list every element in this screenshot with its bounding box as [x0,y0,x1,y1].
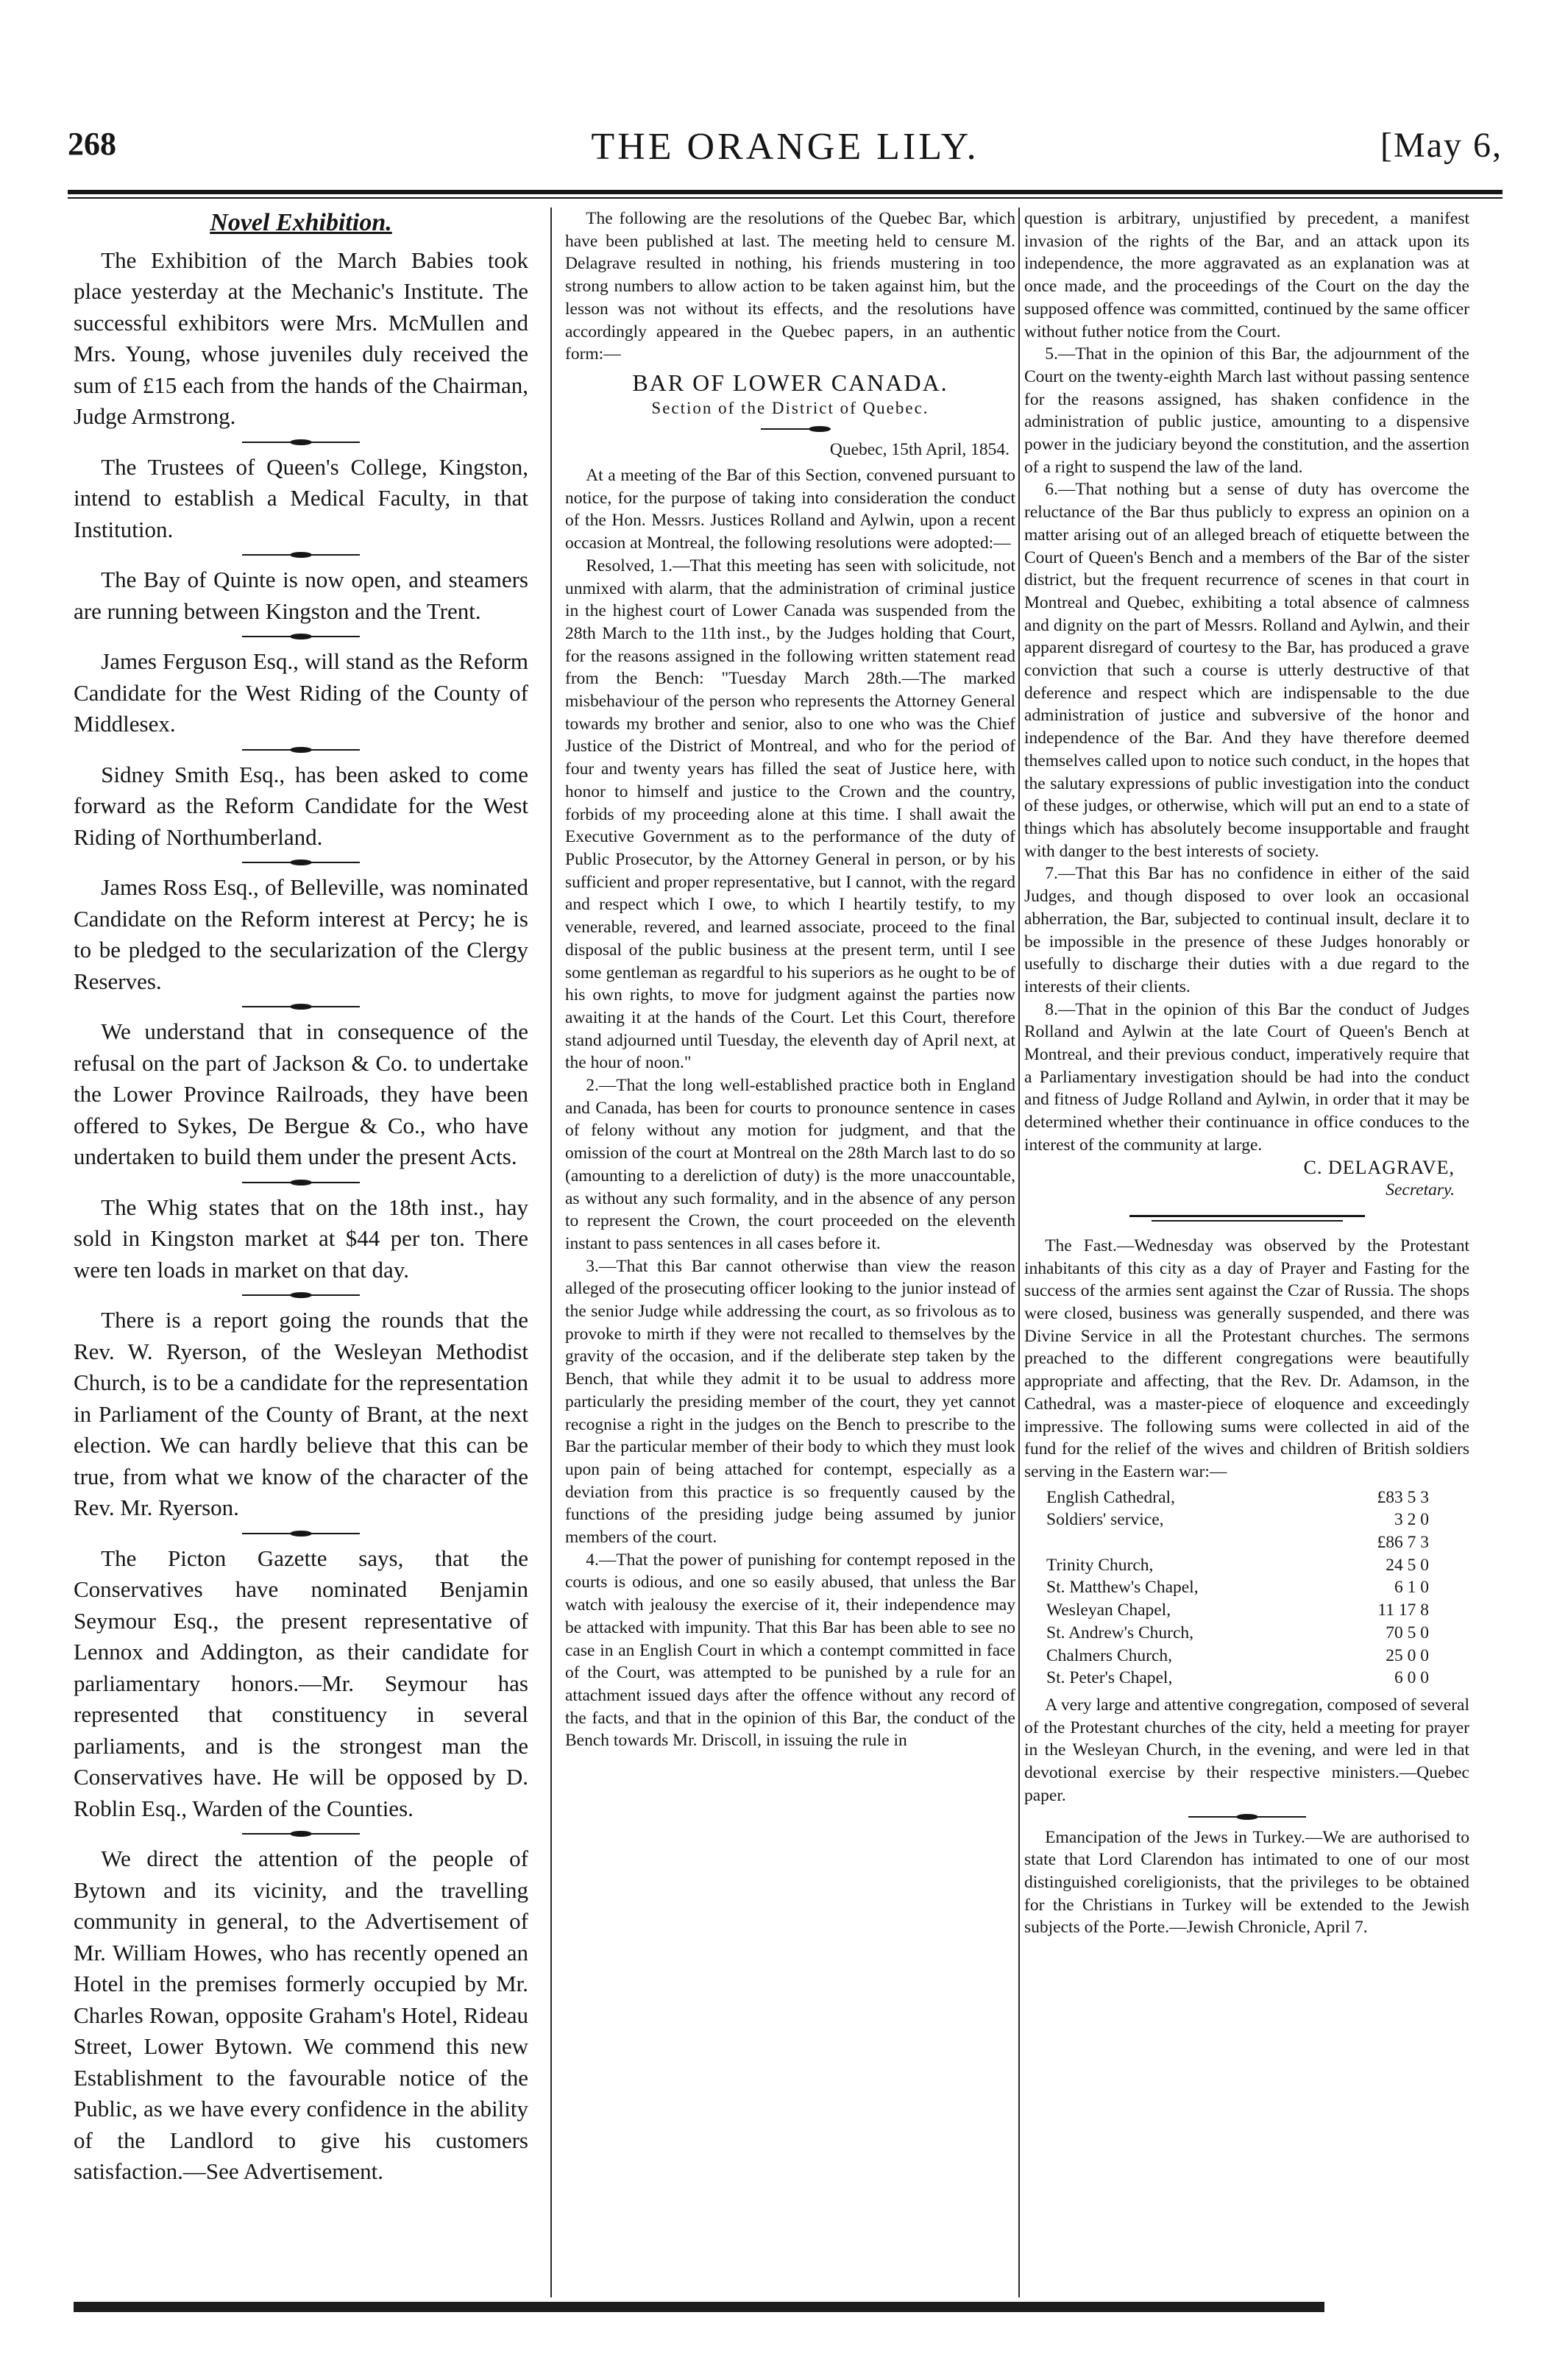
resolution-paragraph: question is arbitrary, unjustified by precedent, a manifest invasion of the rights of the Bar, and an attack upon its independence, the more aggravated as an explanation was at once made, and the proceedings of the Court on the day the supposed offence was committed, continued by the same officer without futher notice from the Court. [1024,209,1469,341]
article-paragraph: Emancipation of the Jews in Turkey.—We are authorised to state that Lord Clarendon has intimated to one of our most distinguished coreligionists, that the privileges to be obtained for the Christians in Turkey will be extended to the Jewish subjects of the Porte.—Jewish Chronicle, April 7. [1024,1827,1469,1938]
resolution-paragraph: 8.—That in the opinion of this Bar the conduct of Judges Rolland and Aylwin at the late Court of Queen's Bench at Montreal, and their previous conduct, imperatively require that a Parliamentary investigation should be had into the conduct and fitness of Judge Rolland and Aylwin, in order that it may be determined whether their continuance in office conduces to the interest of the community at large. [1024,999,1469,1155]
article-heading: Novel Exhibition. [210,209,392,236]
column-1 [74,208,528,2290]
article-paragraph: We direct the attention of the people of Bytown and its vicinity, and the travelling community in general, to the Advertisement of Mr. William Howes, who has recently opened an Hotel in the premises formerly occupied by Mr. Charles Rowan, opposite Graham's Hotel, Rideau Street, Lower Bytown. We commend this new Establishment to the favourable notice of the Public, as we have every confidence in the ability of the Landlord to give his customers satisfaction.—See Advertisement. [74,1846,528,2184]
signature-title: Secretary. [1386,1180,1455,1200]
separator [1188,1816,1306,1818]
separator [242,1833,360,1835]
separator [242,1533,360,1534]
resolution-paragraph: 7.—That this Bar has no confidence in either of the said Judges, and though disposed to over look an occasional abherration, the Bar, subjected to continual insult, declare it to be impossible in the presence of these Judges honorably or usefully to discharge their duties with a due regard to the interests of their clients. [1024,864,1469,996]
separator [242,1294,360,1296]
column-divider [550,208,552,2297]
article-paragraph: James Ferguson Esq., will stand as the Reform Candidate for the West Riding of the County of Middlesex. [74,648,528,737]
dateline: Quebec, 15th April, 1854. [829,440,1010,460]
separator [242,749,360,751]
resolution-paragraph: 3.—That this Bar cannot otherwise than view the reason alleged of the prosecuting officer looking to the junior instead of the senior Judge while addressing the court, as so frivolous as to provoke to mirth if they were not recalled to themselves by the gravity of the occasion, and if the deliberate step taken by the Bench, that while they admit it to be usual to address more particularly the presiding member of the court, they yet cannot recognise a right in the judges on the Bench to prescribe to the Bar the particular member of their body to which they must look upon pain of being attached for contempt, especially as a deviation from this practice is so frequently caused by the functions of the presiding judge being assumed by junior members of the court. [565,1256,1015,1548]
table-row: Trinity Church, 24 5 0 [1046,1555,1429,1575]
column-divider [1018,208,1020,2297]
header-rule-thin [68,197,1503,199]
article-paragraph: James Ross Esq., of Belleville, was nominated Candidate on the Reform interest at Percy; he is to be pledged to the secularization of the Clergy Reserves. [74,874,528,994]
article-paragraph: A very large and attentive congregation, composed of several of the Protestant churches of the city, held a meeting for prayer in the Wesleyan Church, in the evening, and were led in that devotional exercise by their respective ministers.—Quebec paper. [1024,1695,1469,1805]
article-paragraph: The Picton Gazette says, that the Conservatives have nominated Benjamin Seymour Esq., the present representative of Lennox and Addington, as their candidate for parliamentary honors.—Mr. Seymour has represented that constituency in several parliaments, and is the strongest man the Conservatives have. He will be opposed by D. Roblin Esq., Warden of the Counties. [74,1545,528,1821]
signature-name: C. DELAGRAVE, [1303,1156,1455,1178]
resolution-paragraph: 5.—That in the opinion of this Bar, the adjournment of the Court on the twenty-eighth March last without passing sentence for the reasons assigned, has shaken confidence in the administration of public justice, amounting to a dispensive power in the judiciary beyond the constitution, and the assertion of a right to suspend the law of the land. [1024,344,1469,477]
footer-rule [74,2302,1324,2312]
article-paragraph: The Trustees of Queen's College, Kingston, intend to establish a Medical Faculty, in that Institution. [74,453,528,542]
separator [242,554,360,556]
newspaper-title: THE ORANGE LILY. [591,126,979,168]
issue-date: [May 6, [1380,126,1503,165]
page-header [68,125,1503,184]
table-row: St. Andrew's Church, 70 5 0 [1046,1623,1429,1642]
table-row: English Cathedral, £83 5 3 [1046,1487,1429,1507]
article-paragraph: The Bay of Quinte is now open, and steamers are running between Kingston and the Trent. [74,567,528,624]
article-paragraph: The following are the resolutions of the Quebec Bar, which have been published at last. The meeting held to censure M. Delagrave resulted in nothing, his friends mustering in too strong numbers to allow action to be taken against him, but the lesson was not without its effects, and the resolutions have accordingly appeared in the Quebec papers, in an authentic form:— [565,209,1015,364]
separator [1152,1220,1343,1222]
separator [761,428,820,430]
article-paragraph: There is a report going the rounds that the Rev. W. Ryerson, of the Wesleyan Methodist Church, is to be a candidate for the representation in Parliament of the County of Brant, at the next election. We can hardly believe that this can be true, from what we know of the character of the Rev. Mr. Ryerson. [74,1307,528,1520]
bracket-total: £86 7 3 [1377,1533,1429,1553]
column-3 [1024,208,1469,2312]
page-number: 268 [68,126,116,162]
separator [1129,1215,1365,1217]
section-heading: Section of the District of Quebec. [651,398,929,417]
separator [242,1006,360,1007]
separator [242,636,360,637]
article-paragraph: At a meeting of the Bar of this Section, convened pursuant to notice, for the purpose of taking into consideration the conduct of the Hon. Messrs. Justices Rolland and Aylwin, upon a recent occasion at Montreal, the following resolutions were adopted:— [565,466,1015,553]
table-row: St. Peter's Chapel, 6 0 0 [1046,1668,1429,1688]
article-paragraph: We understand that in consequence of the refusal on the part of Jackson & Co. to undertake the Lower Province Railroads, they have been offered to Sykes, De Bergue & Co., who have undertaken to build them under the present Acts. [74,1018,528,1169]
resolution-paragraph: 4.—That the power of punishing for contempt reposed in the courts is odious, and one so easily abused, that unless the Bar watch with jealousy the exercise of it, their independence may be attacked with impunity. That this Bar has been able to see no case in an English Court in which a contempt committed in face of the Court, was attempted to be punished by a rule for an attachment issued days after the offence without any record of the facts, and that in the opinion of this Bar, the conduct of the Bench towards Mr. Driscoll, in issuing the rule in [565,1550,1015,1751]
column-2 [565,208,1015,2312]
separator [242,442,360,443]
article-paragraph: The Fast.—Wednesday was observed by the Protestant inhabitants of this city as a day of Prayer and Fasting for the success of the armies sent against the Czar of Russia. The shops were closed, business was generally suspended, and there was Divine Service in all the Protestant churches. The sermons preached to the different congregations were beautifully appropriate and affecting, that the Rev. Dr. Adamson, in the Cathedral, was a master-piece of eloquence and exceedingly impressive. The following sums were collected in aid of the fund for the relief of the wives and children of British soldiers serving in the Eastern war:— [1024,1236,1469,1481]
resolution-paragraph: 6.—That nothing but a sense of duty has overcome the reluctance of the Bar thus publicly to express an opinion on a matter arising out of an alleged breach of etiquette between the Court of Queen's Bench and a members of the Bar of the sister district, but the frequent recurrence of scenes in that court in Montreal and Quebec, exhibiting a total absence of calmness and dignity on the part of Messrs. Rolland and Aylwin, and their apparent disregard of courtesy to the Bar, has produced a grave conviction that such a course is utterly destructive of that deference and respect which are indispensable to the due administration of justice and subversive of the honor and independence of the Bar. And they have therefore deemed themselves called upon to notice such conduct, in the hopes that the salutary expressions of public investigation into the conduct of these judges, or otherwise, which will put an end to a state of things which has absolutely become insupportable and fraught with danger to the best interests of society. [1024,480,1469,861]
table-row: Soldiers' service, 3 2 0 [1046,1510,1429,1530]
resolution-paragraph: 2.—That the long well-established practice both in England and Canada, has been for courts to pronounce sentence in cases of felony without any motion for judgment, and that the omission of the court at Montreal on the 28th March last to do so (amounting to a dereliction of duty) is the more unaccountable, as without any such formality, and in the absence of any person to represent the Crown, the court proceeded on the eleventh instant to pass sentences in all cases before it. [565,1076,1015,1253]
separator [242,1182,360,1183]
table-row: St. Matthew's Chapel, 6 1 0 [1046,1578,1429,1598]
article-paragraph: The Exhibition of the March Babies took place yesterday at the Mechanic's Institute. The successful exhibitors were Mrs. McMullen and Mrs. Young, whose juveniles duly received the sum of £15 each from the hands of the Chairman, Judge Armstrong. [74,247,528,429]
separator [242,862,360,863]
header-rule [68,190,1503,194]
table-row [1046,1531,1429,1554]
article-paragraph: The Whig states that on the 18th inst., hay sold in Kingston market at $44 per ton. There were ten loads in market on that day. [74,1194,528,1283]
article-heading: BAR OF LOWER CANADA. [632,369,948,396]
collections-table [1046,1486,1429,1690]
article-paragraph: Sidney Smith Esq., has been asked to come forward as the Reform Candidate for the West Riding of Northumberland. [74,761,528,850]
table-row: Chalmers Church, 25 0 0 [1046,1645,1429,1665]
table-row: Wesleyan Chapel, 11 17 8 [1046,1601,1429,1620]
resolution-paragraph: Resolved, 1.—That this meeting has seen with solicitude, not unmixed with alarm, that the administration of criminal justice in the highest court of Lower Canada was suspended from the 28th March to the 11th inst., by the Judges holding that Court, for the reasons assigned in the following written statement read from the Bench: "Tuesday March 28th.—The marked misbehaviour of the person who represents the Attorney General towards my brother and senior, also to one who was the Chief Justice of the District of Montreal, and who for the period of four and twenty years has filled the seat of Justice here, with honor to himself and justice to the Crown and the country, forbids of my proceeding alone at this time. I shall await the Executive Government as to the performance of the duty of Public Prosecutor, by the Attorney General in person, or by his sufficient and proper representative, but I cannot, with the regard and respect which I owe, to which I heartily testify, to my venerable, revered, and learned associate, proceed to the final disposal of the public business at the present term, until I see some gentleman as regardful to his superiors as he ought to be of his own rights, to move for judgment against the parties now awaiting it at the hands of the Court. Let this Court, therefore stand adjourned until Tuesday, the eleventh day of April next, at the hour of noon." [565,556,1015,1073]
